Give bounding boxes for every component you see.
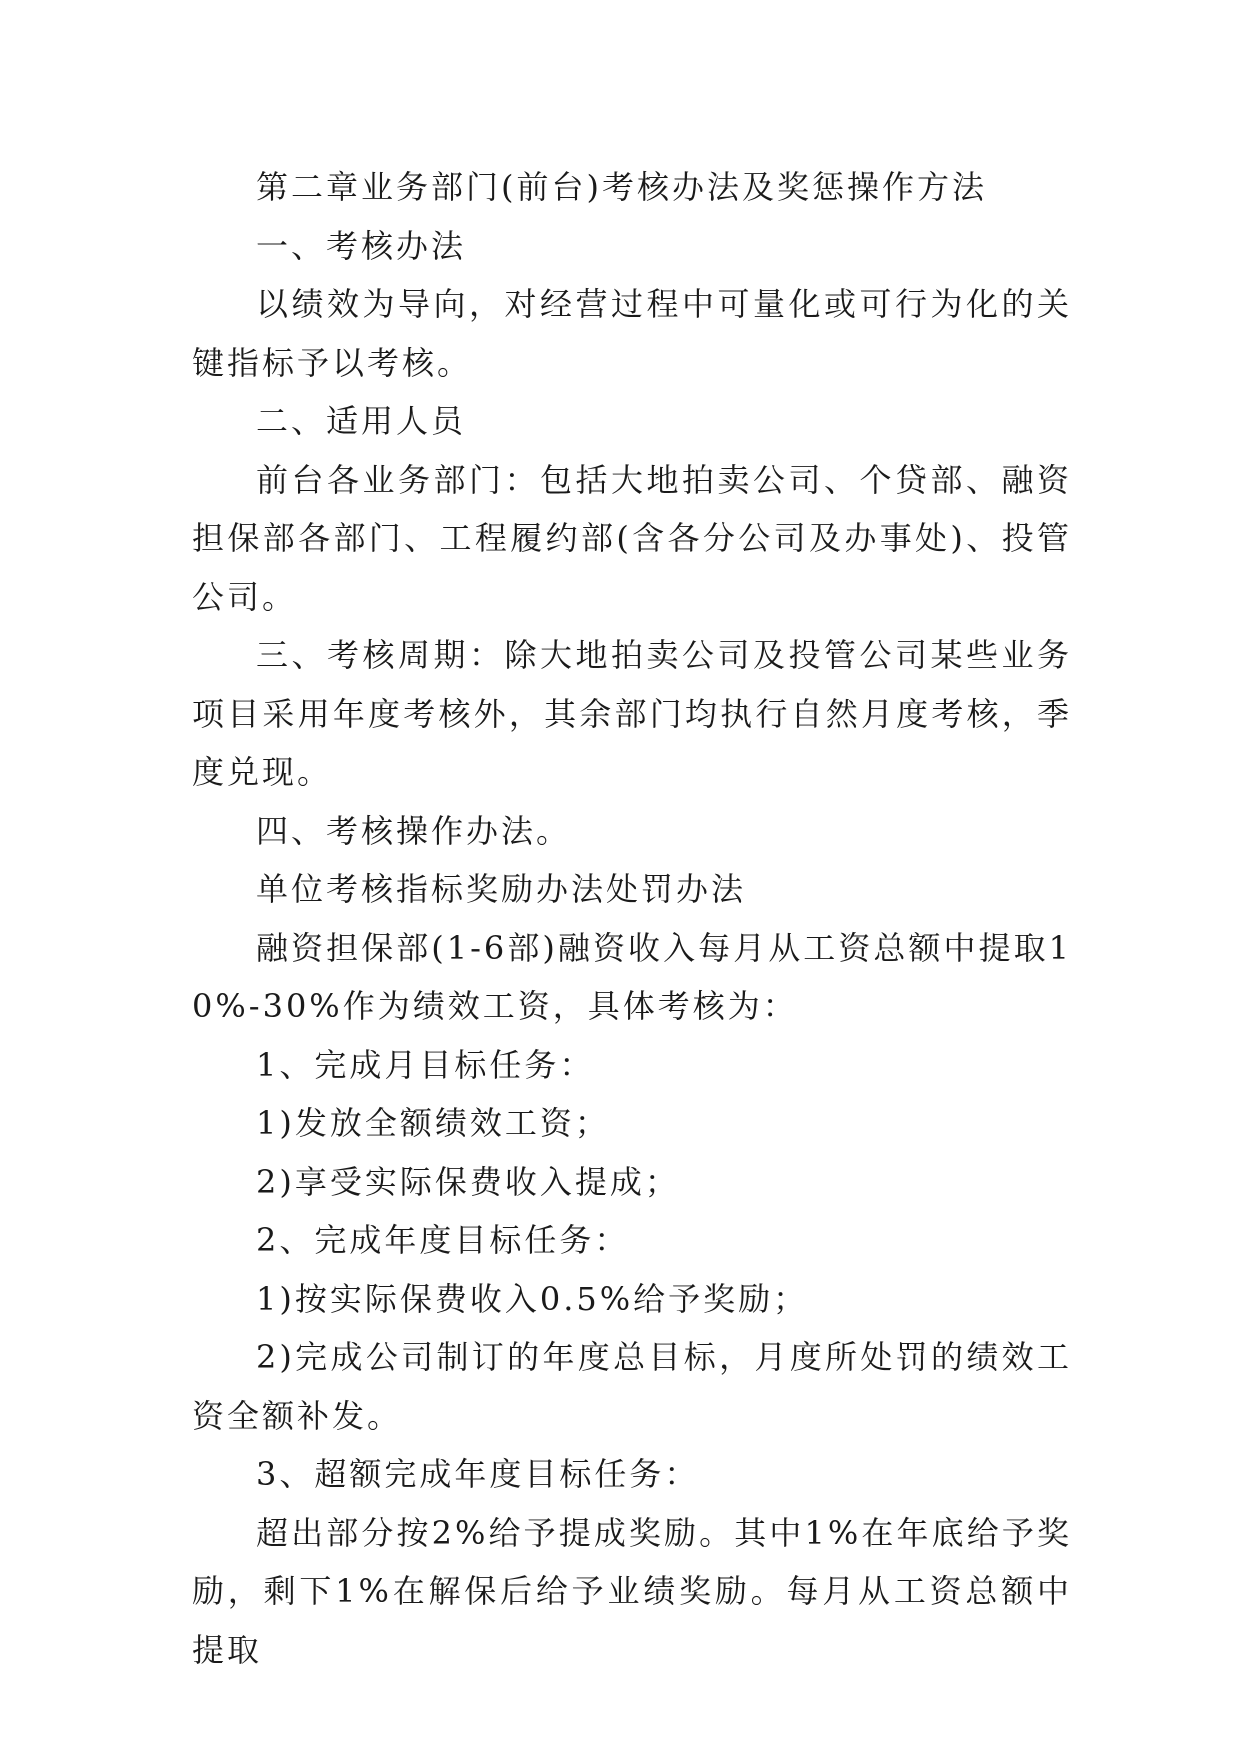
list-item: 2)完成公司制订的年度总目标，月度所处罚的绩效工资全额补发。 [192, 1338, 1072, 1435]
section-heading: 四、考核操作办法。 [256, 811, 572, 850]
section-heading: 二、适用人员 [256, 402, 467, 440]
document-body [192, 158, 1072, 1679]
list-item: 3、超额完成年度目标任务： [256, 1455, 700, 1493]
list-item: 1)按实际保费收入0.5%给予奖励； [256, 1279, 809, 1318]
list-item: 1、完成月目标任务： [256, 1045, 595, 1084]
paragraph: 融资担保部(1-6部)融资收入每月从工资总额中提取10%-30%作为绩效工资，具体考核为： [192, 928, 1072, 1025]
section-heading: 一、考核办法 [256, 226, 467, 265]
paragraph: 超出部分按2%给予提成奖励。其中1%在年底给予奖励，剩下1%在解保后给予业绩奖励。每月从工资总额中提取 [192, 1513, 1072, 1669]
paragraph: 前台各业务部门：包括大地拍卖公司、个贷部、融资担保部各部门、工程履约部(含各分公司及办事处)、投管公司。 [192, 460, 1072, 616]
paragraph: 三、考核周期：除大地拍卖公司及投管公司某些业务项目采用年度考核外，其余部门均执行自然月度考核，季度兑现。 [192, 636, 1072, 791]
list-item: 2)享受实际保费收入提成； [256, 1162, 680, 1201]
chapter-title: 第二章业务部门(前台)考核办法及奖惩操作方法 [256, 168, 987, 206]
list-item: 2、完成年度目标任务： [256, 1221, 630, 1259]
paragraph: 单位考核指标奖励办法处罚办法 [256, 870, 747, 908]
list-item: 1)发放全额绩效工资； [256, 1104, 610, 1142]
paragraph: 以绩效为导向，对经营过程中可量化或可行为化的关键指标予以考核。 [192, 285, 1072, 382]
